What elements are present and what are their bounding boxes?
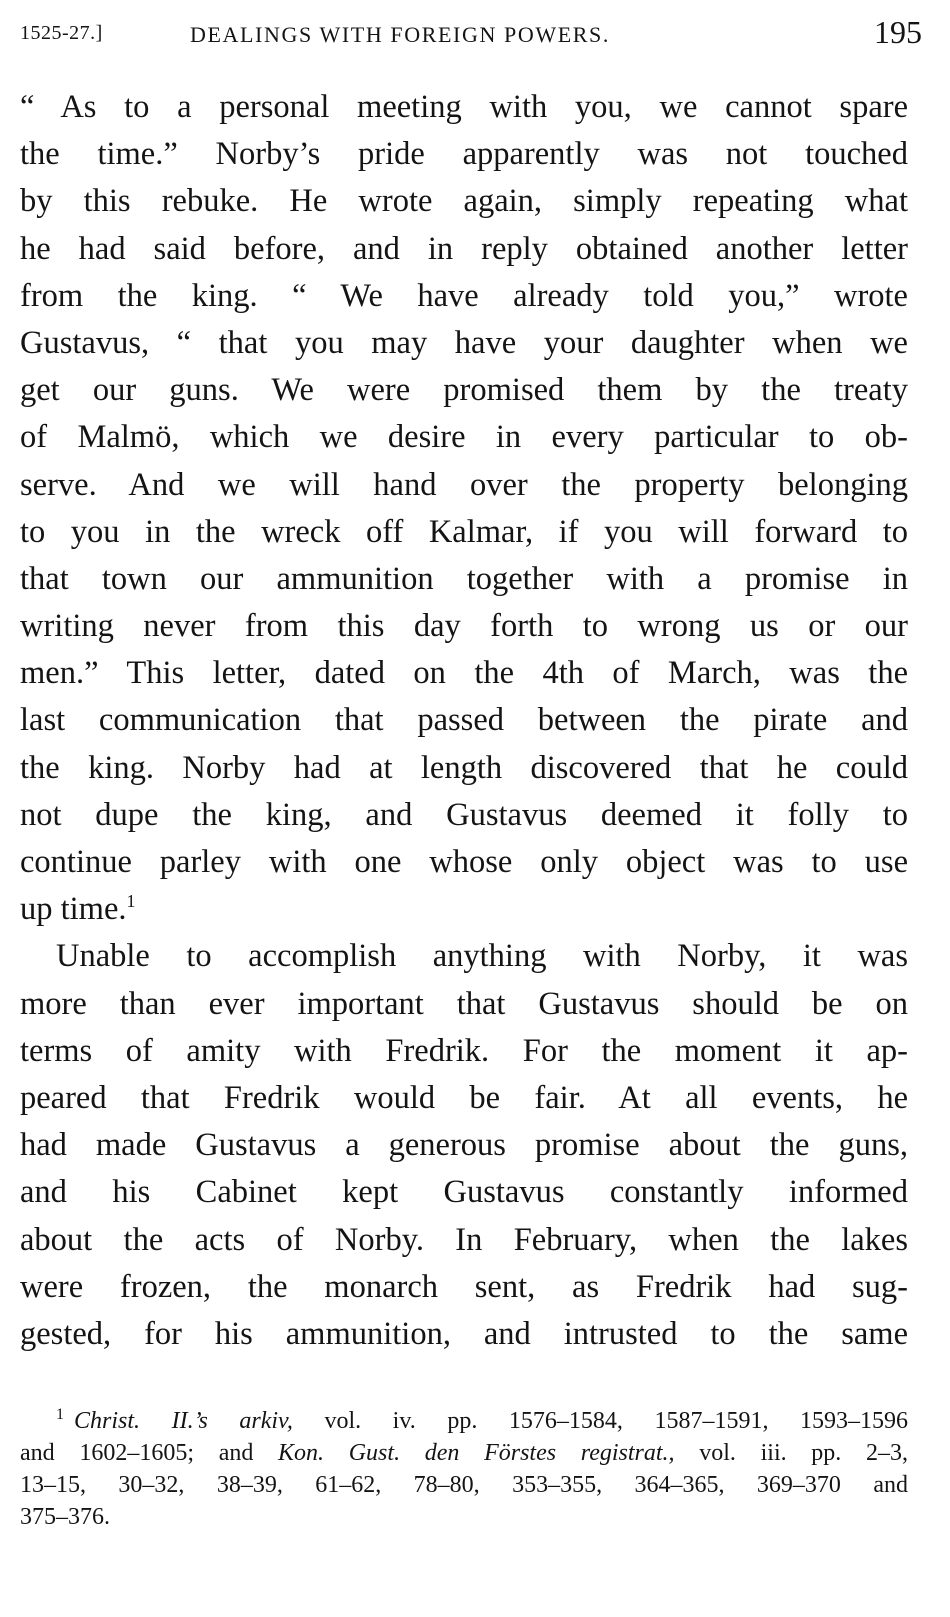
text-line-content: up time. [20, 891, 127, 928]
text-line: not dupe the king, and Gustavus deemed it folly to [20, 796, 908, 833]
text-line: Gustavus, “ that you may have your daughter when we [20, 324, 908, 361]
running-head [20, 12, 922, 52]
text-line: he had said before, and in reply obtained another letter [20, 230, 908, 267]
footnote-text: and 1602–1605; and [20, 1440, 279, 1466]
footnote-line [20, 1437, 908, 1469]
text-line: peared that Fredrik would be fair. At all events, he [20, 1079, 908, 1116]
footnote-line: 13–15, 30–32, 38–39, 61–62, 78–80, 353–355, 364–365, 369–370 and [20, 1472, 908, 1498]
text-line: and his Cabinet kept Gustavus constantly informed [20, 1174, 908, 1211]
paragraph-2 [20, 933, 908, 1358]
text-line: that town our ammunition together with a promise in [20, 560, 908, 597]
footnote-marker: 1 [56, 1406, 64, 1423]
footnote-text: vol. iii. pp. 2–3, [674, 1440, 908, 1466]
text-line: from the king. “ We have already told you,” wrote [20, 277, 908, 314]
running-head-date-range: 1525-27.] [20, 22, 103, 44]
text-line: “ As to a personal meeting with you, we cannot spare [20, 89, 908, 125]
body-text [20, 84, 908, 1358]
text-line: to you in the wreck off Kalmar, if you will forward to [20, 513, 908, 550]
text-line: had made Gustavus a generous promise about the guns, [20, 1127, 908, 1164]
text-line: get our guns. We were promised them by the treaty [20, 372, 908, 409]
text-line: gested, for his ammunition, and intrusted to the same [20, 1315, 908, 1352]
text-line: terms of amity with Fredrik. For the moment it ap- [20, 1032, 908, 1069]
text-line: last communication that passed between the pirate and [20, 702, 908, 739]
text-line: serve. And we will hand over the property belonging [20, 466, 908, 503]
text-line: the king. Norby had at length discovered that he could [20, 749, 908, 786]
footnote-reference[interactable]: 1 [126, 891, 136, 912]
paragraph-1 [20, 84, 908, 933]
text-line: continue parley with one whose only object was to use [20, 844, 908, 880]
footnote-work-title: Christ. II.’s arkiv, [74, 1408, 293, 1434]
text-line: were frozen, the monarch sent, as Fredrik had sug- [20, 1268, 908, 1305]
text-line: by this rebuke. He wrote again, simply repeating what [20, 183, 908, 220]
running-head-title: DEALINGS WITH FOREIGN POWERS. [190, 22, 610, 47]
footnote-line [20, 1405, 908, 1437]
footnote-text: vol. iv. pp. 1576–1584, 1587–1591, 1593–1596 [292, 1408, 908, 1434]
text-line: about the acts of Norby. In February, when the lakes [20, 1221, 908, 1258]
footnote-line: 375–376. [20, 1504, 110, 1530]
text-line [20, 886, 908, 933]
text-line: of Malmö, which we desire in every particular to ob- [20, 419, 908, 456]
text-line: writing never from this day forth to wrong us or our [20, 608, 908, 645]
text-line: men.” This letter, dated on the 4th of March, was the [20, 655, 908, 692]
footnote-work-title: Kon. Gust. den Förstes registrat., [278, 1440, 675, 1466]
footnote [20, 1405, 908, 1533]
page-number: 195 [874, 14, 922, 50]
text-line: the time.” Norby’s pride apparently was not touched [20, 136, 908, 173]
text-line: more than ever important that Gustavus should be on [20, 985, 908, 1022]
text-line: Unable to accomplish anything with Norby, it was [56, 938, 908, 975]
